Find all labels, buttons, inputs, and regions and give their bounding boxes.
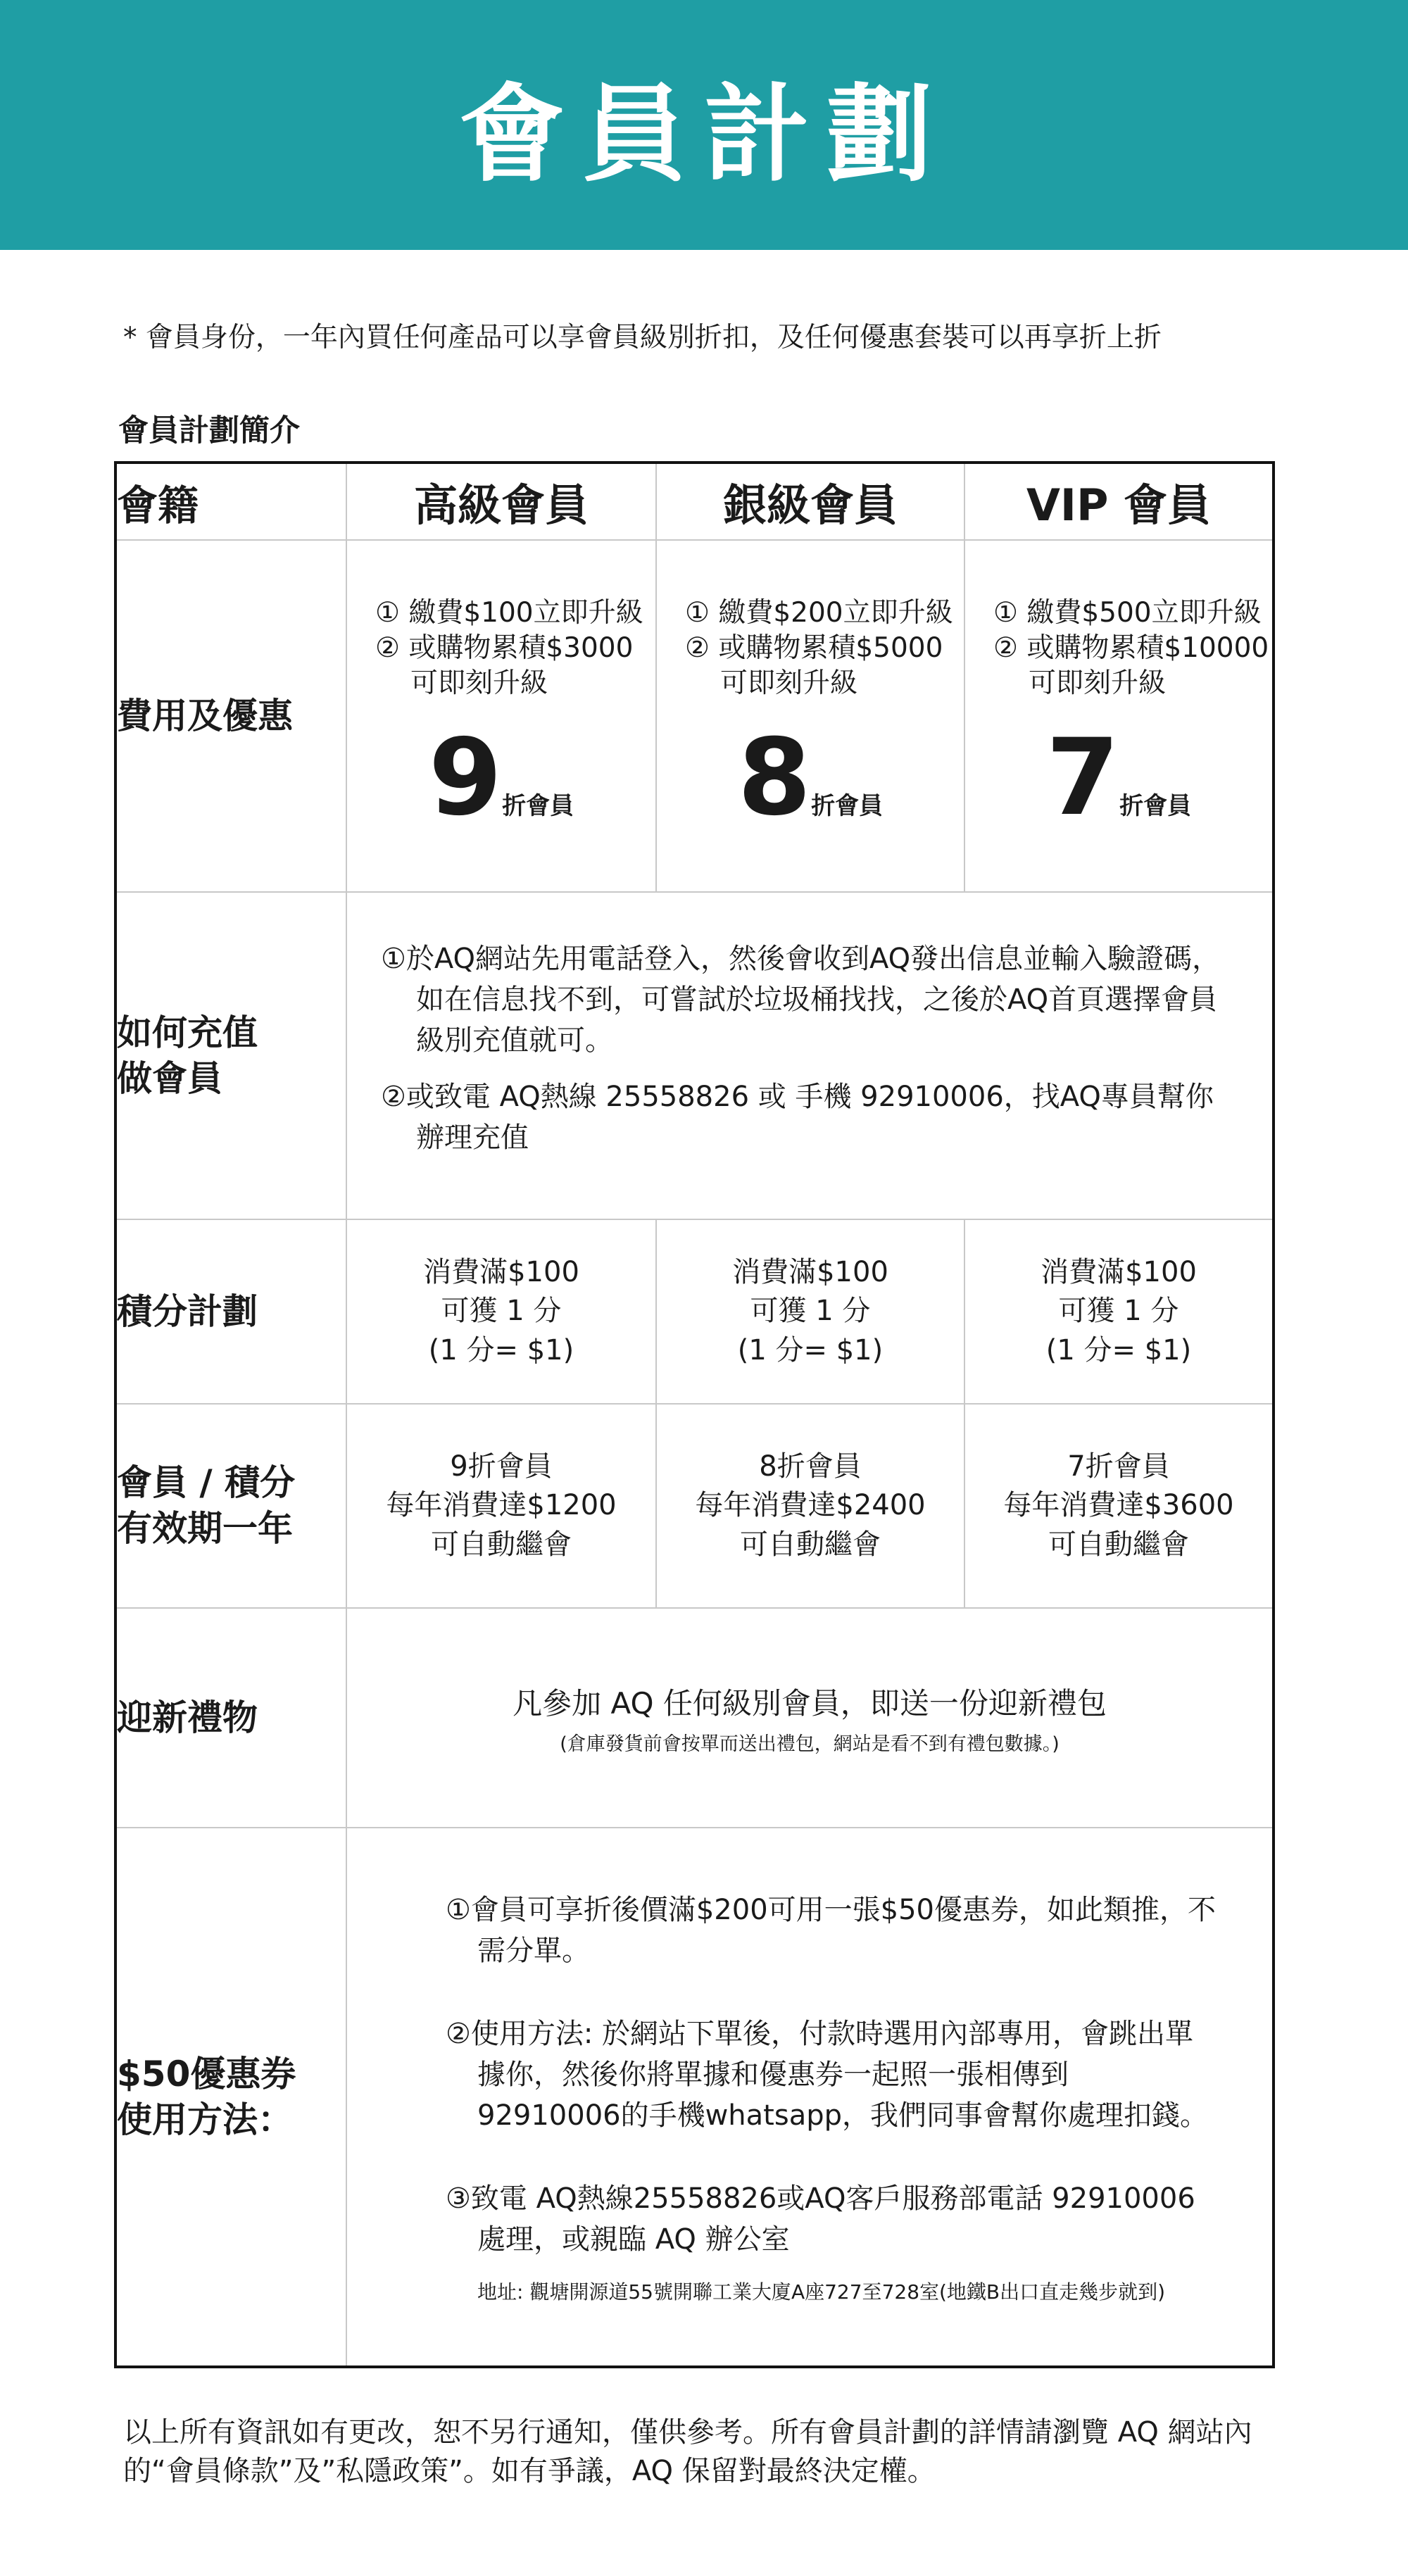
fee-option-accumulate: ② 或購物累積$10000可即刻升級: [993, 632, 1269, 699]
points-cell-premium: 消費滿$100 可獲 1 分 (1 分= $1): [346, 1219, 656, 1404]
howto-row: [115, 892, 1274, 1219]
points-row: [115, 1219, 1274, 1404]
points-cell-silver: 消費滿$100 可獲 1 分 (1 分= $1): [656, 1219, 964, 1404]
howto-cell: [346, 892, 1274, 1219]
page-title: 會員計劃: [458, 73, 949, 196]
coupon-row: [115, 1828, 1274, 2367]
row-label-fee: 費用及優惠: [115, 540, 346, 892]
membership-note: * 會員身份，一年內買任何產品可以享會員級別折扣，及任何優惠套裝可以再享折上折: [123, 322, 1162, 353]
coupon-cell: [346, 1828, 1274, 2367]
fee-list: [993, 596, 1272, 701]
fee-list: [685, 596, 964, 701]
gift-description: 凡參加 AQ 任何級別會員，即送一份迎新禮包: [513, 1685, 1107, 1721]
fee-cell-premium: [346, 540, 656, 892]
validity-cell-premium: 9折會員 每年消費達$1200 可自動繼會: [346, 1404, 656, 1608]
fee-option-pay: ① 繳費$100立即升級: [375, 597, 643, 629]
howto-steps: [381, 938, 1230, 1158]
coupon-contact: ③致電 AQ熱線25558826或AQ客戶服務部電話 92910006處理，或親臨 AQ 辦公室: [446, 2182, 1195, 2256]
validity-cell-silver: 8折會員 每年消費達$2400 可自動繼會: [656, 1404, 964, 1608]
howto-step-phone: ②或致電 AQ熱線 25558826 或 手機 92910006，找AQ專員幫你辦理充值: [381, 1080, 1214, 1154]
discount-suffix: 折會員: [1119, 791, 1192, 820]
points-cell-vip: 消費滿$100 可獲 1 分 (1 分= $1): [964, 1219, 1274, 1404]
membership-column-header: 會籍: [115, 463, 346, 540]
tier-header-premium: 高級會員: [346, 463, 656, 540]
fee-cell-silver: [656, 540, 964, 892]
fee-option-pay: ① 繳費$500立即升級: [993, 597, 1262, 629]
validity-cell-vip: 7折會員 每年消費達$3600 可自動繼會: [964, 1404, 1274, 1608]
membership-table: [114, 461, 1275, 2368]
validity-row: [115, 1404, 1274, 1608]
section-subtitle: 會員計劃簡介: [118, 413, 300, 448]
gift-row: [115, 1608, 1274, 1828]
row-label-coupon: $50優惠券 使用方法：: [115, 1828, 346, 2367]
fee-cell-vip: [964, 540, 1274, 892]
howto-step-online: ①於AQ網站先用電話登入，然後會收到AQ發出信息並輸入驗證碼，如在信息找不到，可嘗試於垃圾桶找找，之後於AQ首頁選擇會員級別充值就可。: [381, 942, 1221, 1057]
office-address: 地址: 觀塘開源道55號開聯工業大廈A座727至728室(地鐵B出口直走幾步就到): [477, 2280, 1166, 2304]
row-label-gift: 迎新禮物: [115, 1608, 346, 1828]
gift-cell: [346, 1608, 1274, 1828]
fee-list: [375, 596, 655, 701]
disclaimer-footer: 以上所有資訊如有更改，恕不另行通知，僅供參考。所有會員計劃的詳情請瀏覽 AQ 網站內的“會員條款”及”私隱政策”。如有爭議，AQ 保留對最終決定權。: [123, 2416, 1252, 2488]
fee-option-pay: ① 繳費$200立即升級: [685, 597, 953, 629]
row-label-validity: 會員 / 積分 有效期一年: [115, 1404, 346, 1608]
coupon-usage: ②使用方法: 於網站下單後，付款時選用內部專用，會跳出單據你，然後你將單據和優惠券一起照一張相傳到 92910006的手機whatsapp，我們同事會幫你處理扣錢。: [446, 2017, 1208, 2132]
coupon-rule: ①會員可享折後價滿$200可用一張$50優惠券，如此類推，不需分單。: [446, 1893, 1217, 1967]
discount-suffix: 折會員: [502, 791, 574, 820]
discount-suffix: 折會員: [811, 791, 884, 820]
row-label-points: 積分計劃: [115, 1219, 346, 1404]
row-label-howto: 如何充值 做會員: [115, 892, 346, 1219]
fee-option-accumulate: ② 或購物累積$5000可即刻升級: [685, 632, 943, 699]
title-banner: [0, 0, 1408, 250]
table-header-row: [115, 463, 1274, 540]
coupon-steps: [446, 1890, 1216, 2260]
tier-header-silver: 銀級會員: [656, 463, 964, 540]
discount-number: 9: [428, 716, 503, 839]
fee-option-accumulate: ② 或購物累積$3000可即刻升級: [375, 632, 634, 699]
gift-note: (倉庫發貨前會按單而送出禮包，網站是看不到有禮包數據。): [560, 1733, 1060, 1755]
discount-display: [347, 716, 655, 839]
tier-header-vip: VIP 會員: [964, 463, 1274, 540]
discount-number: 7: [1045, 716, 1120, 839]
discount-display: [965, 716, 1272, 839]
discount-display: [657, 716, 964, 839]
fee-row: [115, 540, 1274, 892]
discount-number: 8: [737, 716, 812, 839]
